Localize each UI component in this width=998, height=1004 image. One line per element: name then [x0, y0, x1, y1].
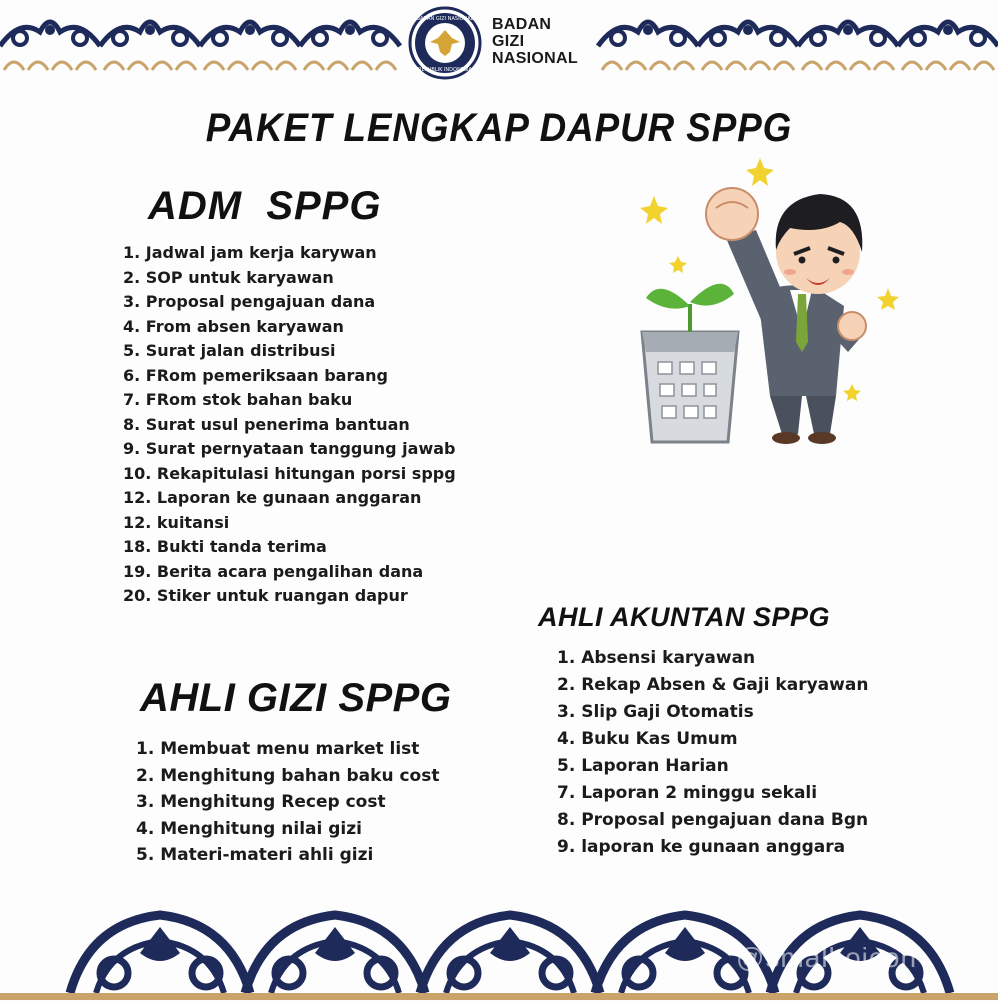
watermark-text: @smalhoicon: [736, 942, 918, 973]
adm-section-title: ADM SPPG: [148, 184, 382, 228]
list-item: 3. Menghitung Recep cost: [136, 792, 386, 812]
list-item: 3. Proposal pengajuan dana: [123, 292, 376, 311]
building-icon: [642, 332, 738, 442]
brand-line-1: BADAN: [492, 16, 552, 33]
list-item: 12. Laporan ke gunaan anggaran: [123, 488, 422, 507]
list-item: 6. FRom pemeriksaan barang: [123, 365, 388, 385]
list-item: 1. Jadwal jam kerja karywan: [123, 243, 377, 262]
list-item: 19. Berita acara pengalihan dana: [123, 561, 424, 581]
akuntan-list: [557, 645, 868, 861]
adm-list: [123, 241, 456, 609]
list-item: 10. Rekapitulasi hitungan porsi sppg: [123, 463, 456, 483]
brand-line-2: GIZI: [492, 33, 525, 50]
list-item: 5. Surat jalan distribusi: [123, 341, 336, 360]
list-item: 2. Rekap Absen & Gaji karyawan: [557, 675, 869, 695]
brand-line-3: NASIONAL: [492, 50, 578, 67]
star-icon: [669, 256, 687, 273]
star-icon: [746, 158, 774, 186]
list-item: 12. kuitansi: [123, 512, 230, 532]
list-item: 4. Menghitung nilai gizi: [136, 818, 362, 839]
plant-sprout-icon: [646, 284, 734, 332]
star-icon: [843, 384, 861, 401]
header-ornament-band: [0, 0, 998, 90]
gizi-list: [136, 736, 439, 869]
list-item: 18. Bukti tanda terima: [123, 537, 327, 556]
list-item: 2. SOP untuk karyawan: [123, 267, 334, 287]
list-item: 4. Buku Kas Umum: [557, 729, 738, 749]
businessman-illustration: [630, 156, 900, 456]
list-item: 1. Absensi karyawan: [557, 648, 756, 668]
list-item: 5. Laporan Harian: [557, 756, 729, 776]
list-item: 1. Membuat menu market list: [136, 739, 420, 759]
list-item: 4. From absen karyawan: [123, 316, 344, 336]
list-item: 9. Surat pernyataan tanggung jawab: [123, 439, 456, 458]
list-item: 8. Proposal pengajuan dana Bgn: [557, 810, 869, 830]
list-item: 8. Surat usul penerima bantuan: [123, 414, 410, 434]
list-item: 3. Slip Gaji Otomatis: [557, 702, 754, 722]
seal-logo-icon: [408, 6, 482, 80]
gizi-section-title: AHLI GIZI SPPG: [140, 676, 452, 720]
list-item: 9. laporan ke gunaan anggara: [557, 837, 846, 857]
brand-name: [492, 16, 578, 67]
list-item: 2. Menghitung bahan baku cost: [136, 765, 440, 786]
seal-text-top: BADAN GIZI NASIONAL: [416, 16, 474, 22]
seal-text-bottom: REPUBLIK INDONESIA: [418, 67, 472, 73]
star-icon: [640, 196, 668, 224]
star-icon: [877, 288, 899, 310]
list-item: 5. Materi-materi ahli gizi: [136, 845, 374, 865]
list-item: 20. Stiker untuk ruangan dapur: [123, 586, 408, 605]
list-item: 7. FRom stok bahan baku: [123, 390, 353, 409]
list-item: 7. Laporan 2 minggu sekali: [557, 783, 818, 803]
akuntan-section-title: AHLI AKUNTAN SPPG: [538, 602, 830, 632]
brand-logo: [408, 6, 598, 80]
page-title: PAKET LENGKAP DAPUR SPPG: [205, 106, 793, 150]
